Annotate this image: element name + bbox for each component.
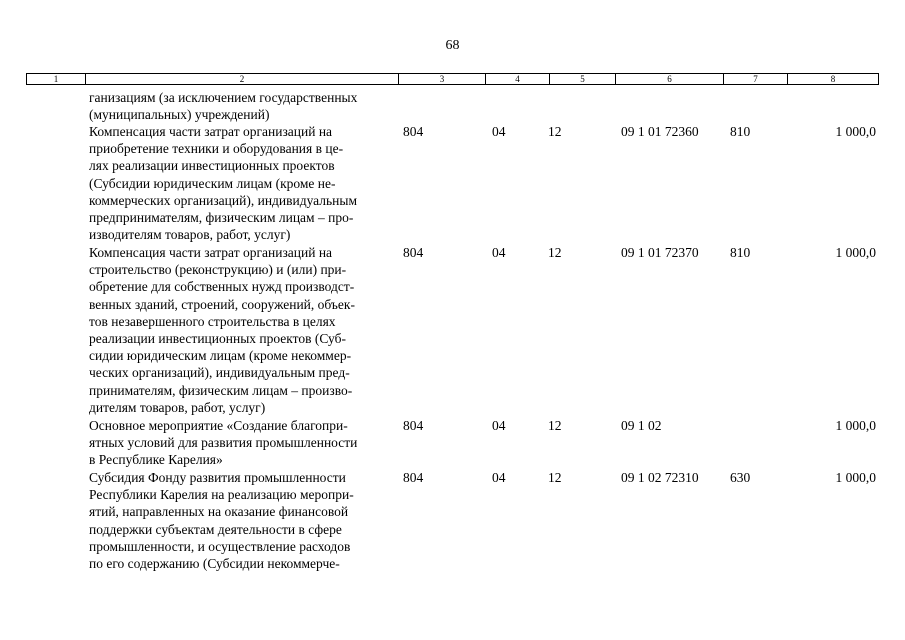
subsection-code: 12 [548,245,562,260]
description-line: ганизациям (за исключением государственных [89,90,358,105]
target-code: 09 1 02 [621,418,662,433]
header-col-1: 1 [53,74,59,84]
description-line: (муниципальных) учреждений) [89,107,270,123]
description-line: строительство (реконструкцию) и (или) при- [89,262,347,278]
description-line: поддержки субъектам деятельности в сфере [89,521,342,537]
description-line: принимателям, физическим лицам – произво- [89,382,353,398]
admin-code: 804 [403,245,424,260]
section-code: 04 [492,470,506,485]
description-line: Субсидия Фонду развития промышленности [89,470,346,485]
description-line: тов незавершенного строительства в целях [89,313,336,329]
description-line: Компенсация части затрат организаций на [89,245,333,260]
table-header [26,73,879,85]
target-code: 09 1 01 72370 [621,245,699,260]
section-code: 04 [492,245,506,260]
description-line: лях реализации инвестиционных проектов [89,158,335,174]
description-line: ческих организаций), индивидуальным пред- [89,365,350,381]
description-line: по его содержанию (Субсидии некоммерче- [89,556,340,572]
admin-code: 804 [403,470,424,485]
description-line: в Республике Карелия» [89,452,223,468]
expense-type-code: 810 [730,124,751,139]
sum-value: 1 000,0 [835,124,876,139]
row-description [89,469,395,572]
target-code: 09 1 01 72360 [621,124,699,139]
description-line: обретение для собственных нужд производст- [89,279,355,295]
row-description [89,89,395,123]
description-line: дителям товаров, работ, услуг) [89,399,266,415]
admin-code: 804 [403,124,424,139]
section-code: 04 [492,418,506,433]
description-line: Основное мероприятие «Создание благопри- [89,418,348,433]
section-code: 04 [492,124,506,139]
description-line: ятных условий для развития промышленности [89,435,358,451]
target-code: 09 1 02 72310 [621,470,699,485]
description-line: реализации инвестиционных проектов (Суб- [89,331,346,347]
description-line: коммерческих организаций), индивидуальным [89,192,358,208]
row-description [89,123,395,243]
header-col-5: 5 [549,74,615,84]
description-line: изводителям товаров, работ, услуг) [89,227,291,243]
page-number: 68 [445,38,460,53]
sum-value: 1 000,0 [835,245,876,260]
admin-code: 804 [403,418,424,433]
header-col-4: 4 [485,74,549,84]
description-line: Республики Карелия на реализацию меропри- [89,487,354,503]
subsection-code: 12 [548,124,562,139]
description-line: (Субсидии юридическим лицам (кроме не- [89,175,336,191]
subsection-code: 12 [548,470,562,485]
sum-value: 1 000,0 [835,470,876,485]
expense-type-code: 630 [730,470,751,485]
description-line: предпринимателям, физическим лицам – про- [89,210,354,226]
subsection-code: 12 [548,418,562,433]
description-line: промышленности, и осуществление расходов [89,538,351,554]
sum-value: 1 000,0 [835,418,876,433]
header-col-3: 3 [398,74,485,84]
description-line: сидии юридическим лицам (кроме некоммер- [89,348,352,364]
description-line: Компенсация части затрат организаций на [89,124,333,139]
row-description [89,417,395,469]
description-line: венных зданий, строений, сооружений, объек- [89,296,355,312]
header-col-2: 2 [85,74,398,84]
description-line: ятий, направленных на оказание финансовой [89,504,349,520]
expense-type-code: 810 [730,245,751,260]
header-col-7: 7 [723,74,787,84]
header-col-6: 6 [615,74,723,84]
description-line: приобретение техники и оборудования в це- [89,141,344,157]
header-col-8: 8 [787,74,878,84]
row-description [89,244,395,416]
